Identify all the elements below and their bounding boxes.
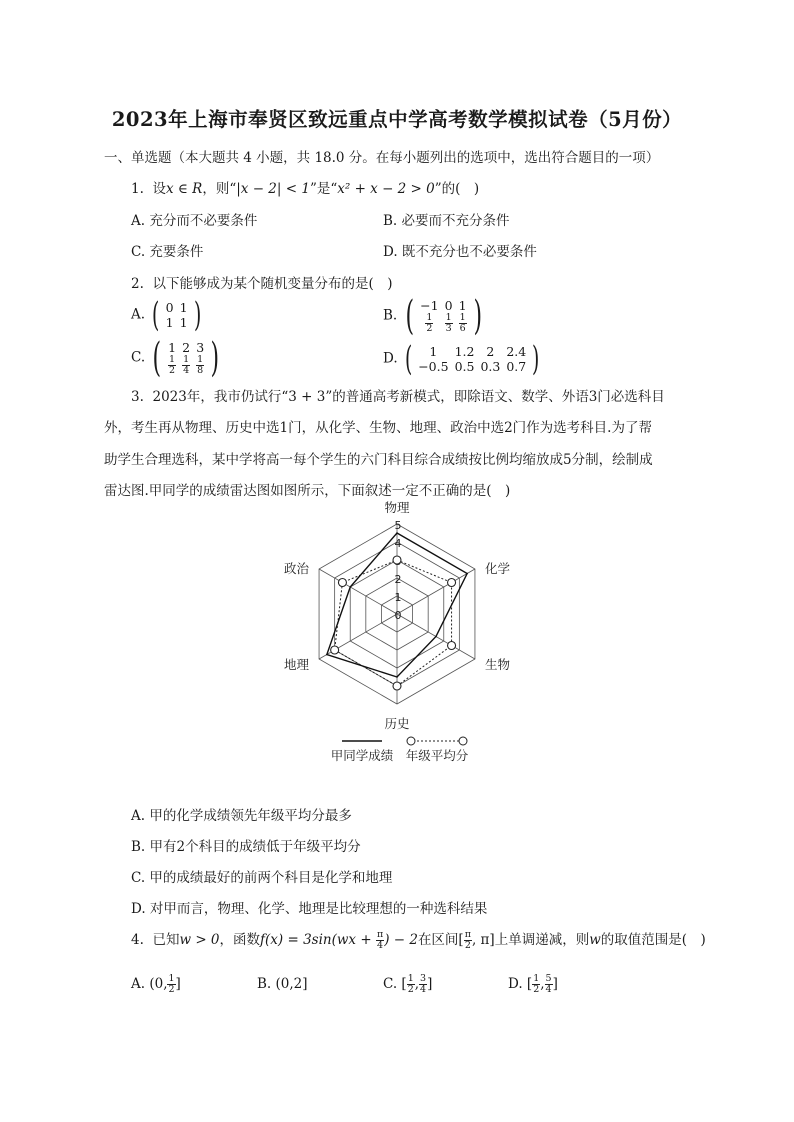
average-point (331, 646, 339, 654)
axis-label: 历史 (384, 716, 410, 731)
question-3-option-d: D. 对甲而言，物理、化学、地理是比较理想的一种选科结果 (131, 901, 488, 917)
matrix-c: 1 2 3 $\frac{1}{2}$ $\frac{1}{4}$ $\frac{1}{8}$ (168, 340, 205, 376)
section-heading: 一、单选题（本大题共 4 小题，共 18.0 分。在每小题列出的选项中，选出符合题目的一项） (104, 150, 660, 166)
legend-label-average: 年级平均分 (405, 748, 469, 763)
question-3-option-b: B. 甲有2个科目的成绩低于年级平均分 (131, 839, 361, 855)
question-3-option-c: C. 甲的成绩最好的前两个科目是化学和地理 (131, 870, 393, 886)
student-point (466, 573, 468, 575)
question-4-option-d: D. [ $\frac{1}{2}$ , $\frac{5}{4}$ ] (508, 973, 558, 995)
average-point (448, 642, 456, 650)
question-2-option-d: D. ( 1 1.2 2 2.4 −0.5 0.5 0.3 0.7 ) (383, 339, 540, 379)
radar-chart (270, 498, 520, 770)
scale-label: 5 (394, 519, 402, 532)
page-title: 2023年上海市奉贤区致远重点中学高考数学模拟试卷（5月份） (111, 108, 683, 131)
grid-spoke (319, 569, 397, 614)
question-4-stem: 4. 已知w > 0，函数f(x) = 3sin(wx + $\frac{\pi}{4}$ ) − 2在区间[ $\frac{\pi}{2}$ , π]上单调递减，则w的取值范围是( ) (131, 929, 706, 951)
legend-circle-left (407, 737, 415, 745)
student-point (396, 532, 398, 534)
axis-label: 生物 (484, 657, 510, 672)
question-1-option-b: B. 必要而不充分条件 (383, 213, 510, 229)
radar-legend (331, 737, 469, 763)
average-point (393, 682, 401, 690)
question-3-line-2: 外，考生再从物理、历史中选1门，从化学、生物、地理、政治中选2门作为选考科目.为了帮 (104, 420, 652, 436)
axis-label: 政治 (284, 561, 310, 576)
axis-label: 地理 (284, 657, 310, 672)
question-1-option-a: A. 充分而不必要条件 (131, 213, 258, 229)
question-3-option-a: A. 甲的化学成绩领先年级平均分最多 (131, 808, 352, 824)
grid-spoke (394, 569, 475, 614)
matrix-a: 0 1 1 1 (165, 300, 188, 330)
average-point (393, 556, 401, 564)
question-3-line-4: 雷达图.甲同学的成绩雷达图如图所示，下面叙述一定不正确的是( ) (104, 483, 511, 499)
average-line (335, 560, 452, 686)
question-4-option-c: C. [ $\frac{1}{2}$ , $\frac{3}{4}$ ] (383, 973, 433, 995)
question-2-option-b: B. ( −1 0 1 $\frac{1}{2}$ $\frac{1}{3}$ $\frac{1}{6}$ ) (383, 293, 482, 339)
student-point (349, 586, 351, 588)
average-point (338, 579, 346, 587)
student-point (326, 654, 328, 656)
scale-label: 2 (394, 573, 402, 586)
question-3-line-1: 3. 2023年，我市仍试行“3 + 3”的普通高考新模式，即除语文、数学、外语3门必选科目 (131, 389, 665, 405)
scale-label: 0 (394, 609, 402, 622)
question-3-line-3: 助学生合理选科，某中学将高一每个学生的六门科目综合成绩按比例均缩放成5分制，绘制成 (104, 452, 653, 468)
question-1-option-c: C. 充要条件 (131, 244, 204, 260)
series-grade-average (331, 556, 456, 690)
question-4-option-a: A. (0, $\frac{1}{2}$ ] (131, 973, 181, 995)
question-2-stem: 2. 以下能够成为某个随机变量分布的是( ) (131, 276, 393, 292)
legend-label-student: 甲同学成绩 (330, 748, 394, 763)
scale-label: 4 (394, 537, 402, 550)
question-2-option-c: C. ( 1 2 3 $\frac{1}{2}$ $\frac{1}{4}$ $\frac{1}{8}$ ) (131, 335, 220, 381)
axis-label: 物理 (384, 500, 410, 515)
question-1-option-d: D. 既不充分也不必要条件 (383, 244, 537, 260)
matrix-b: −1 0 1 $\frac{1}{2}$ $\frac{1}{3}$ $\frac{1}{6}$ (420, 298, 467, 334)
matrix-d: 1 1.2 2 2.4 −0.5 0.5 0.3 0.7 (418, 344, 527, 374)
question-2-option-a: A. ( 0 1 1 1 ) (131, 295, 201, 335)
student-point (396, 676, 398, 678)
axis-label: 化学 (484, 561, 510, 576)
student-point (435, 636, 437, 638)
scale-label: 1 (394, 591, 402, 604)
question-4-option-b: B. (0,2] (257, 976, 308, 992)
question-1-stem: 1. 设x ∈ R，则“|x − 2| < 1”是“x² + x − 2 > 0”的( ) (131, 181, 480, 197)
legend-circle-right (459, 737, 467, 745)
average-point (448, 579, 456, 587)
